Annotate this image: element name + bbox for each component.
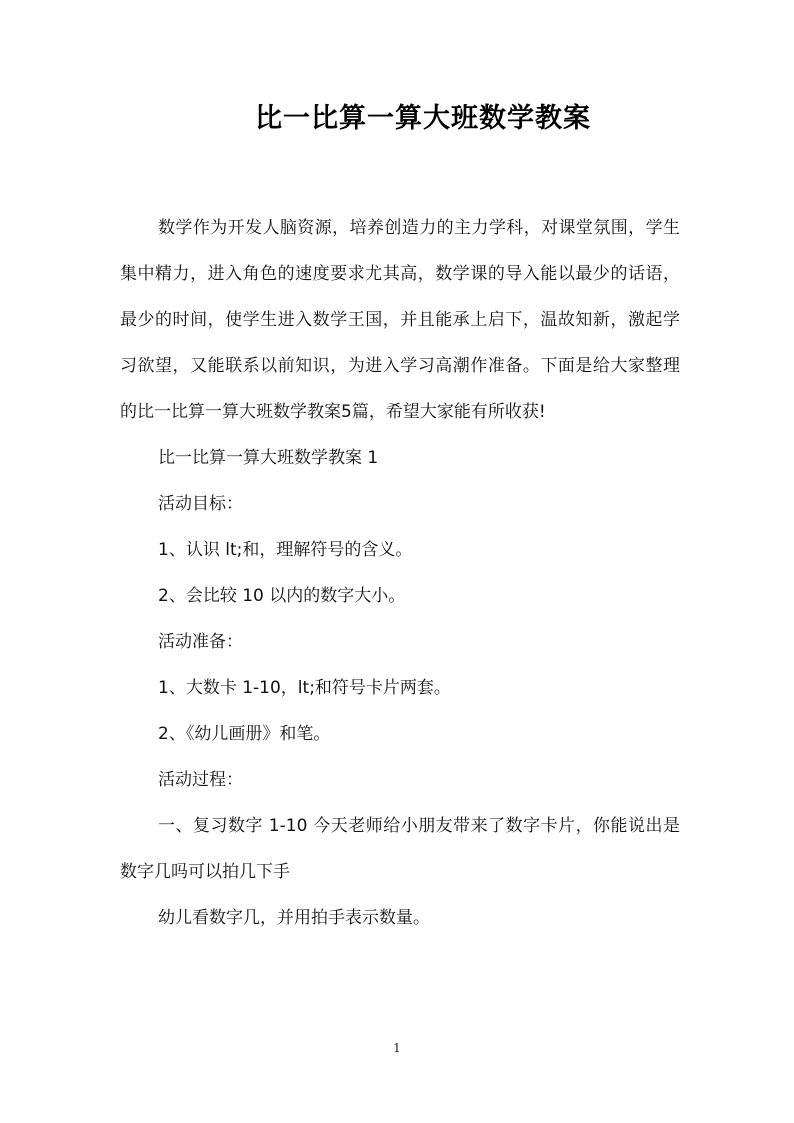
- activity-process-heading: 活动过程：: [158, 770, 243, 790]
- process-step-note: 幼儿看数字几，并用拍手表示数量。: [158, 908, 430, 928]
- goal-item-1: 1、认识 lt;和，理解符号的含义。: [158, 540, 413, 560]
- activity-preparation-heading: 活动准备：: [158, 632, 243, 652]
- section-heading: 比一比算一算大班数学教案 1: [158, 448, 379, 468]
- activity-goals-heading: 活动目标：: [158, 494, 243, 514]
- page-number: 1: [393, 1041, 401, 1055]
- process-step-1: 一、复习数字 1-10 今天老师给小朋友带来了数字卡片，你能说出是数字几吗可以拍几下手: [120, 816, 680, 882]
- preparation-item-1: 1、大数卡 1-10，lt;和符号卡片两套。: [158, 678, 451, 698]
- preparation-item-2: 2、《幼儿画册》和笔。: [158, 724, 331, 744]
- document-body: [120, 205, 680, 941]
- document-title: 比一比算一算大班数学教案: [255, 103, 591, 134]
- goal-item-2: 2、会比较 10 以内的数字大小。: [158, 586, 406, 606]
- intro-paragraph: 数学作为开发人脑资源，培养创造力的主力学科，对课堂氛围，学生集中精力，进入角色的速度要求尤其高，数学课的导入能以最少的话语，最少的时间，使学生进入数学王国，并且能承上启下，温故知新，激起学习欲望，又能联系以前知识，为进入学习高潮作准备。下面是给大家整理的比一比算一算大班数学教案5篇，希望大家能有所收获!: [120, 218, 680, 422]
